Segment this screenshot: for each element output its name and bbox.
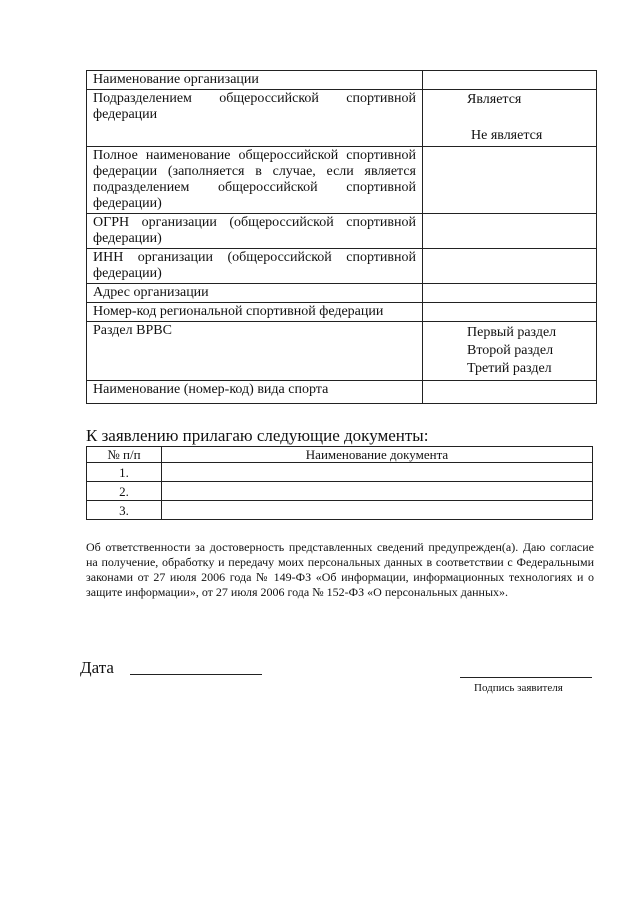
table-row	[87, 71, 597, 90]
field-label-federation-full-name: Полное наименование общероссийской спортивной федерации (заполняется в случае, если является подразделением общероссийской спортивной федерации)	[87, 147, 423, 214]
field-label-ogrn: ОГРН организации (общероссийской спортивной федерации)	[87, 214, 423, 249]
table-row	[87, 303, 597, 322]
field-value-sport-code[interactable]	[423, 381, 597, 404]
option-first-section[interactable]: Первый раздел	[467, 325, 557, 340]
field-label-inn: ИНН организации (общероссийской спортивной федерации)	[87, 249, 423, 284]
signature-field[interactable]	[460, 677, 592, 678]
option-is-not[interactable]: Не является	[471, 128, 543, 143]
documents-heading: К заявлению прилагаю следующие документы:	[86, 426, 429, 445]
table-row	[87, 249, 597, 284]
field-value-subdivision[interactable]	[423, 90, 597, 147]
column-header-name: Наименование документа	[162, 447, 593, 463]
table-row	[87, 214, 597, 249]
field-value-ogrn[interactable]	[423, 214, 597, 249]
option-is[interactable]: Является	[467, 92, 522, 107]
organization-info-table	[86, 70, 597, 404]
table-row	[87, 463, 593, 482]
consent-paragraph: Об ответственности за достоверность представленных сведений предупрежден(а). Даю согласие на получение, обработку и передачу моих персональных данных в соответствии с Федеральными законами от 27 июля 2006 года № 149-ФЗ «Об информации, информационных технологиях и о защите информации», от 27 июля 2006 года № 152-ФЗ «О персональных данных».	[86, 540, 594, 599]
document-number: 2.	[87, 482, 162, 501]
document-name-field[interactable]	[162, 463, 593, 482]
document-number: 3.	[87, 501, 162, 520]
documents-table	[86, 446, 593, 520]
field-label-org-name: Наименование организации	[87, 71, 423, 90]
option-third-section[interactable]: Третий раздел	[467, 361, 552, 376]
table-row	[87, 482, 593, 501]
field-value-address[interactable]	[423, 284, 597, 303]
field-value-org-name[interactable]	[423, 71, 597, 90]
field-value-vrvs-section[interactable]	[423, 322, 597, 381]
date-label: Дата	[80, 658, 114, 677]
table-row	[87, 322, 597, 381]
document-number: 1.	[87, 463, 162, 482]
signature-caption: Подпись заявителя	[474, 682, 563, 694]
date-field[interactable]	[130, 674, 262, 675]
table-row	[87, 284, 597, 303]
field-value-federation-full-name[interactable]	[423, 147, 597, 214]
table-row	[87, 90, 597, 147]
field-label-regional-code: Номер-код региональной спортивной федерации	[87, 303, 423, 322]
column-header-number: № п/п	[87, 447, 162, 463]
documents-header-row	[87, 447, 593, 463]
field-value-inn[interactable]	[423, 249, 597, 284]
field-label-subdivision: Подразделением общероссийской спортивной федерации	[87, 90, 423, 147]
option-second-section[interactable]: Второй раздел	[467, 343, 554, 358]
field-label-vrvs-section: Раздел ВРВС	[87, 322, 423, 381]
table-row	[87, 381, 597, 404]
document-name-field[interactable]	[162, 501, 593, 520]
document-name-field[interactable]	[162, 482, 593, 501]
table-row	[87, 147, 597, 214]
table-row	[87, 501, 593, 520]
field-label-sport-code: Наименование (номер-код) вида спорта	[87, 381, 423, 404]
field-label-address: Адрес организации	[87, 284, 423, 303]
field-value-regional-code[interactable]	[423, 303, 597, 322]
